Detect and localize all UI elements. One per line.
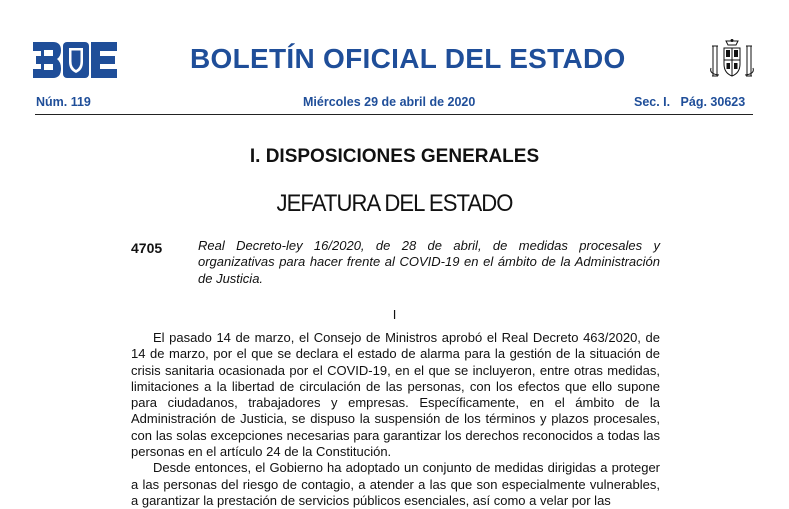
paragraph: Desde entonces, el Gobierno ha adoptado un conjunto de medidas dirigidas a proteger a las personas del riesgo de contagio, a atender a las que son especialmente vulnerables, a garantizar la prestación de servicios públicos esenciales, así como a velar por las xyxy=(131,460,660,508)
part-numeral: I xyxy=(392,307,397,322)
section-title: I. DISPOSICIONES GENERALES xyxy=(249,146,540,167)
header-rule xyxy=(35,114,753,115)
boe-logo xyxy=(33,42,117,78)
issue-number: Núm. 119 xyxy=(36,95,91,109)
disposition-title: Real Decreto-ley 16/2020, de 28 de abril, de medidas procesales y organizativas para hacer frente al COVID-19 en el ámbito de la Administración de Justicia. xyxy=(198,238,660,286)
spain-coat-of-arms-icon xyxy=(709,38,755,82)
issuing-authority: JEFATURA DEL ESTADO xyxy=(276,190,513,217)
body-text xyxy=(131,330,660,509)
newspaper-title: BOLETÍN OFICIAL DEL ESTADO xyxy=(190,43,626,74)
section-page: Sec. I. Pág. 30623 xyxy=(634,95,746,109)
disposition-number: 4705 xyxy=(131,240,163,256)
paragraph: El pasado 14 de marzo, el Consejo de Ministros aprobó el Real Decreto 463/2020, de 14 de marzo, por el que se declara el estado de alarma para la gestión de la situación de crisis sanitaria ocasionada por el COVID-19, en el que se incluyeron, entre otras medidas, limitaciones a la libertad de circulación de las personas, con los efectos que ello supone para ciudadanos, trabajadores y empresas. Específicamente, en el ámbito de la Administración de Justicia, se dispuso la suspensión de los términos y plazos procesales, con las solas excepciones necesarias para garantizar los derechos reconocidos a todas las personas en el artículo 24 de la Constitución. xyxy=(131,330,660,460)
issue-date: Miércoles 29 de abril de 2020 xyxy=(303,95,476,109)
